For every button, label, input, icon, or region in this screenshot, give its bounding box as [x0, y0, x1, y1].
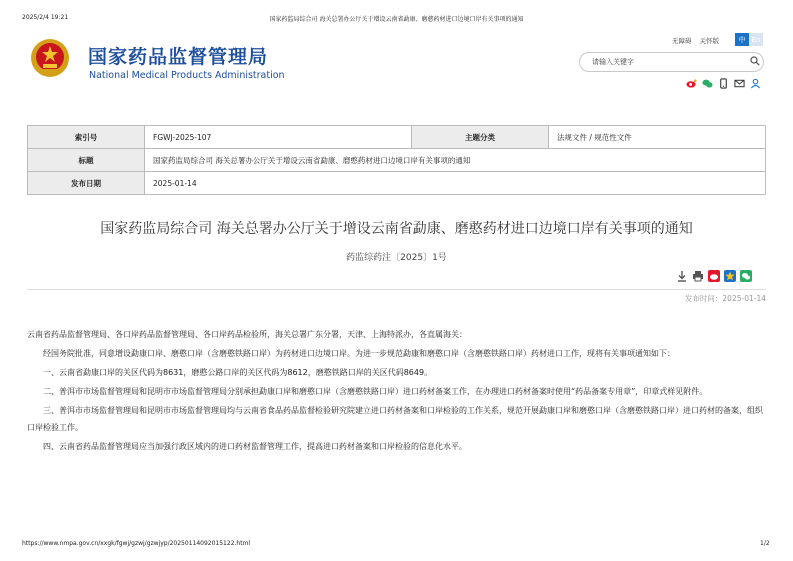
- category-value: 法规文件 / 规范性文件: [549, 126, 766, 149]
- title-label: 标题: [28, 149, 145, 172]
- title-value: 国家药监局综合司 海关总署办公厅关于增设云南省勐康、磨憨药材进口边境口岸有关事项的通知: [145, 149, 766, 172]
- mobile-icon[interactable]: [718, 78, 729, 89]
- paragraph: 三、普洱市市场监督管理局和昆明市市场监督管理局均与云南省食品药品监督检验研究院建立进口药材备案和口岸检验的工作关系，规范开展勐康口岸和磨憨口岸（含磨憨铁路口岸）进口药材的备案，组织口岸检验工作。: [27, 406, 763, 432]
- mail-icon[interactable]: [734, 78, 745, 89]
- print-footer-url: https://www.nmpa.gov.cn/xxgk/fgwj/gzwj/gzwjyp/20250114092015122.html: [22, 540, 251, 547]
- accessibility-link[interactable]: 无障碍: [672, 37, 692, 45]
- salutation: 云南省药品监督管理局、各口岸药品监督管理局、各口岸药品检验所，海关总署广东分署，天津、上海特派办，各直属海关：: [27, 330, 467, 339]
- print-date: 2025/2/4 19:21: [22, 14, 69, 21]
- wechat-icon[interactable]: [702, 78, 713, 89]
- weibo-icon[interactable]: [686, 78, 697, 89]
- top-links: [672, 36, 725, 45]
- date-value: 2025-01-14: [145, 172, 766, 195]
- user-icon[interactable]: [750, 78, 761, 89]
- index-label: 索引号: [28, 126, 145, 149]
- download-icon[interactable]: [676, 270, 688, 282]
- divider: [27, 289, 766, 290]
- print-page-title: 国家药监局综合司 海关总署办公厅关于增设云南省勐康、磨憨药材进口边境口岸有关事项的通知: [269, 16, 524, 23]
- publish-time: 发布时间：2025-01-14: [684, 294, 766, 303]
- article-toolbar: [676, 270, 752, 282]
- wechat-share-icon[interactable]: [740, 270, 752, 282]
- lang-en-button[interactable]: En: [749, 33, 763, 46]
- favorite-icon[interactable]: [724, 270, 736, 282]
- lang-cn-button[interactable]: 中: [735, 33, 749, 46]
- index-value: FGWJ-2025-107: [145, 126, 412, 149]
- article-body: [27, 326, 766, 457]
- social-share-bar: [686, 78, 761, 89]
- site-name-cn[interactable]: 国家药品监督管理局: [88, 46, 269, 68]
- paragraph: 四、云南省药品监督管理局应当加强行政区域内的进口药材监督管理工作，提高进口药材备案和口岸检验的信息化水平。: [43, 442, 467, 451]
- paragraph: 一、云南省勐康口岸的关区代码为8631，磨憨公路口岸的关区代码为8612，磨憨铁路口岸的关区代码8649。: [43, 368, 433, 377]
- search-icon[interactable]: [750, 56, 760, 66]
- site-name-en: National Medical Products Administration: [89, 70, 285, 81]
- search-input[interactable]: 请输入关键字: [579, 52, 764, 72]
- date-label: 发布日期: [28, 172, 145, 195]
- category-label: 主题分类: [412, 126, 549, 149]
- print-icon[interactable]: [692, 270, 704, 282]
- document-number: 药监综药注〔2025〕1号: [346, 253, 447, 263]
- article-title: 国家药监局综合司 海关总署办公厅关于增设云南省勐康、磨憨药材进口边境口岸有关事项的通知: [100, 221, 693, 237]
- print-page-count: 1/2: [760, 540, 770, 547]
- elderly-mode-link[interactable]: 关怀版: [699, 37, 720, 45]
- language-switch: [735, 33, 763, 46]
- paragraph: 经国务院批准，同意增设勐康口岸、磨憨口岸（含磨憨铁路口岸）为药材进口边境口岸。为进一步规范勐康和磨憨口岸（含磨憨铁路口岸）药材进口工作，现将有关事项通知如下：: [43, 349, 675, 358]
- document-meta-table: [27, 125, 766, 195]
- weibo-share-icon[interactable]: [708, 270, 720, 282]
- paragraph: 二、普洱市市场监督管理局和昆明市市场监督管理局分别承担勐康口岸和磨憨口岸（含磨憨铁路口岸）进口药材备案工作，在办理进口药材备案时使用“药品备案专用章”，印章式样见附件。: [43, 387, 708, 396]
- national-emblem-icon: [30, 38, 70, 78]
